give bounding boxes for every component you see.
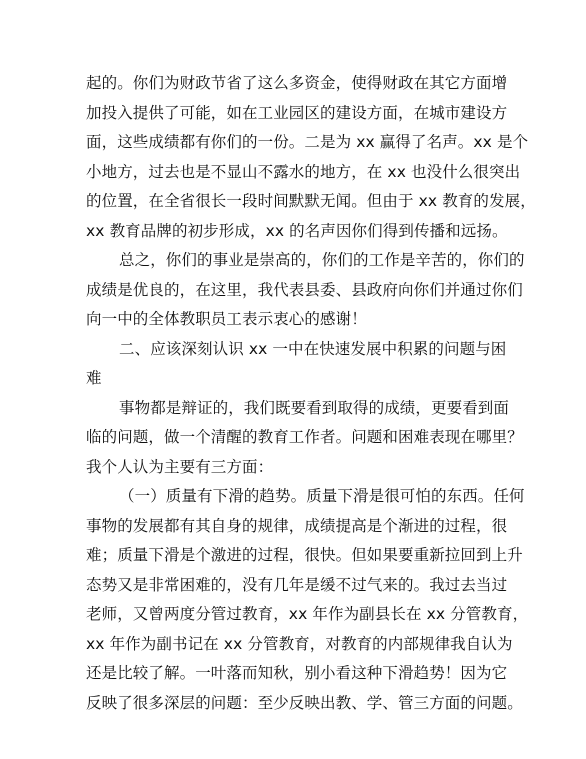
text-line: xx 年作为副书记在 xx 分管教育，对教育的内部规律我自认为: [86, 634, 513, 653]
text-line: 成绩是优良的，在这里，我代表县委、县政府向你们并通过你们: [86, 280, 523, 299]
text-line: 加投入提供了可能，如在工业园区的建设方面，在城市建设方: [86, 103, 508, 122]
text-line: 的位置，在全省很长一段时间默默无闻。但由于 xx 教育的发展，: [86, 192, 536, 210]
text-line: 面，这些成绩都有你们的一份。二是为 xx 赢得了名声。xx 是个: [86, 133, 529, 151]
text-line: 难: [86, 369, 102, 387]
document-body: [86, 69, 536, 718]
text-line: 向一中的全体教职员工表示衷心的感谢！: [86, 310, 367, 328]
paragraph-summary: [86, 246, 525, 335]
text-line: 起的。你们为财政节省了这么多资金，使得财政在其它方面增: [86, 74, 508, 92]
paragraph-achievements: [86, 69, 536, 246]
text-line: 二、应该深刻认识 xx 一中在快速发展中积累的问题与困: [119, 339, 507, 358]
paragraph-problems-intro: [86, 394, 523, 483]
paragraph-quality-decline: [86, 482, 529, 718]
text-line: 态势又是非常困难的，没有几年是缓不过气来的。我过去当过: [86, 575, 508, 594]
text-line: 我个人认为主要有三方面：: [86, 457, 274, 476]
text-line: 老师，又曾两度分管过教育，xx 年作为副县长在 xx 分管教育，: [86, 605, 529, 623]
text-line: 事物都是辩证的，我们既要看到取得的成绩，更要看到面: [119, 398, 510, 417]
text-line: （一）质量有下滑的趋势。质量下滑是很可怕的东西。任何: [119, 487, 525, 505]
text-line: xx 教育品牌的初步形成，xx 的名声因你们得到传播和远扬。: [86, 221, 508, 240]
section-heading-2: [86, 335, 506, 394]
text-line: 小地方，过去也是不显山不露水的地方，在 xx 也没什么很突出: [86, 162, 521, 181]
text-line: 事物的发展都有其自身的规律，成绩提高是个渐进的过程，很: [86, 516, 508, 535]
text-line: 反映了很多深层的问题：至少反映出教、学、管三方面的问题。: [86, 693, 523, 712]
text-line: 总之，你们的事业是崇高的，你们的工作是辛苦的，你们的: [119, 251, 525, 269]
text-line: 临的问题，做一个清醒的教育工作者。问题和困难表现在哪里？: [86, 428, 523, 446]
text-line: 难；质量下滑是个激进的过程，很快。但如果要重新拉回到上升: [86, 546, 523, 564]
text-line: 还是比较了解。一叶落而知秋，别小看这种下滑趋势！因为它: [86, 664, 508, 682]
